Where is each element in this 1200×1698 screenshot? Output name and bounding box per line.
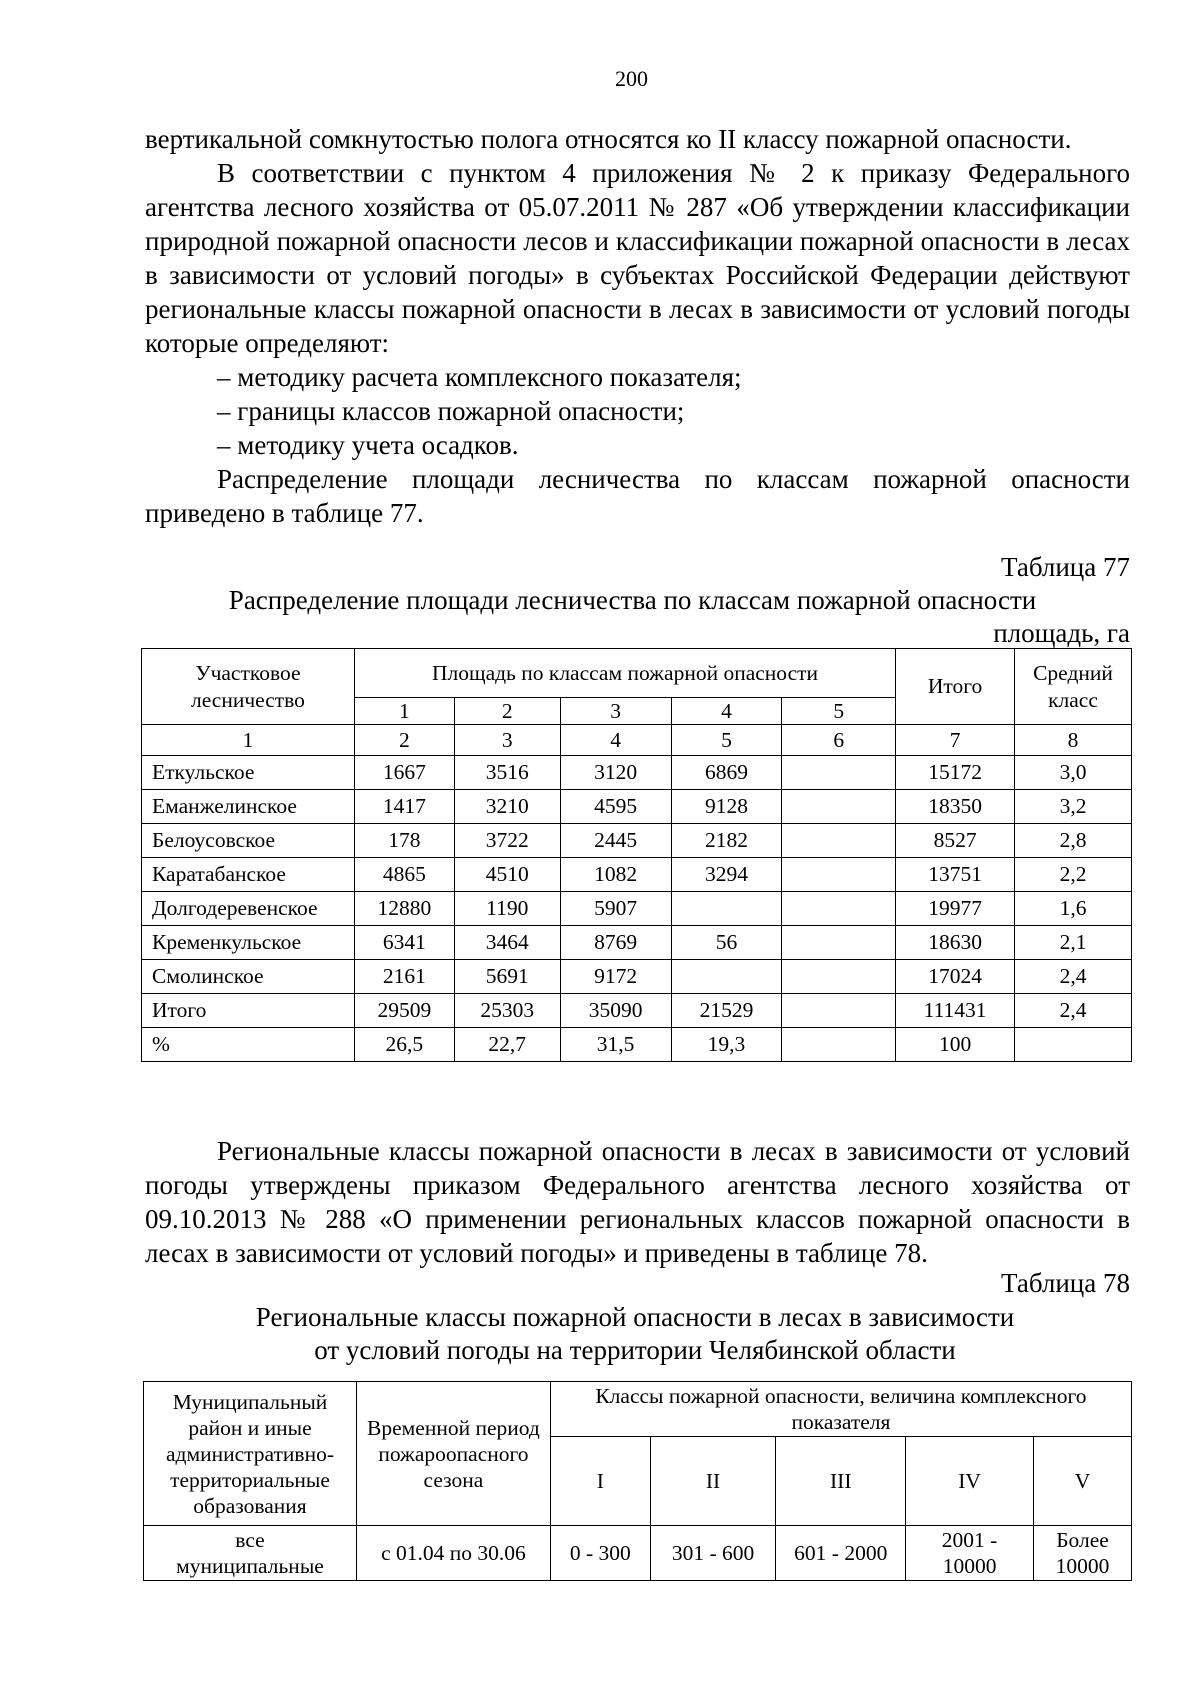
column-number: 8 — [1015, 725, 1132, 756]
cell-class-4: 2182 — [671, 824, 782, 858]
cell-class-5 — [782, 994, 896, 1028]
header-classes: Классы пожарной опасности, величина комплексного показателя — [550, 1382, 1131, 1437]
cell-avg-class: 1,6 — [1015, 892, 1132, 926]
cell-class-5 — [782, 824, 896, 858]
column-number: 1 — [142, 725, 355, 756]
class-name: V — [1034, 1437, 1132, 1526]
cell-total: 18350 — [896, 790, 1015, 824]
paragraph-2: В соответствии с пунктом 4 приложения № 2 к приказу Федерального агентства лесного хозяйства от 05.07.2011 № 287 «Об утверждении классификации природной пожарной опасности лесов и классификации пожарной опасности в лесах в зависимости от условий погоды» в субъектах Российской Федерации действуют региональные классы пожарной опасности в лесах в зависимости от условий погоды которые определяют: — [145, 158, 1130, 358]
cell-class-1: 1417 — [354, 790, 454, 824]
forestry-name: Еткульское — [142, 756, 355, 790]
cell-class-4: 21529 — [671, 994, 782, 1028]
cell-class-2: 3464 — [454, 926, 560, 960]
bullet-item: – методику учета осадков. — [217, 430, 519, 460]
cell-class-1: 1667 — [354, 756, 454, 790]
header-forestry: Участковое лесничество — [142, 649, 355, 725]
cell-class-2: 4510 — [454, 858, 560, 892]
cell-class-2: 22,7 — [454, 1028, 560, 1062]
forestry-name: Каратабанское — [142, 858, 355, 892]
cell-class-1: 12880 — [354, 892, 454, 926]
header-area-by-class: Площадь по классам пожарной опасности — [354, 649, 895, 698]
class-number: 2 — [454, 698, 560, 725]
cell-total: 15172 — [896, 756, 1015, 790]
column-number-row — [142, 725, 1132, 756]
table78-intro — [145, 1134, 1130, 1270]
cell-avg-class: 3,2 — [1015, 790, 1132, 824]
table78-title — [140, 1301, 1130, 1367]
table-row — [142, 926, 1132, 960]
cell-avg-class: 2,4 — [1015, 960, 1132, 994]
table-77 — [141, 648, 1132, 1062]
paragraph-3: Распределение площади лесничества по классам пожарной опасности приведено в таблице 77. — [145, 464, 1130, 528]
column-number: 4 — [560, 725, 671, 756]
class-number: 4 — [671, 698, 782, 725]
table-row — [142, 892, 1132, 926]
table-row-total — [142, 994, 1132, 1028]
cell-class-3: 35090 — [560, 994, 671, 1028]
cell-class-5 — [782, 858, 896, 892]
cell-class-4: 56 — [671, 926, 782, 960]
forestry-name: Еманжелинское — [142, 790, 355, 824]
forestry-name: % — [142, 1028, 355, 1062]
table-row — [142, 960, 1132, 994]
cell-avg-class — [1015, 1028, 1132, 1062]
forestry-name: Итого — [142, 994, 355, 1028]
header-total: Итого — [896, 649, 1015, 725]
cell-class-2: 25303 — [454, 994, 560, 1028]
cell-class-3: 3120 — [560, 756, 671, 790]
cell-class-5 — [782, 960, 896, 994]
paragraph-4: Региональные классы пожарной опасности в лесах в зависимости от условий погоды утверждены приказом Федерального агентства лесного хозяйства от 09.10.2013 № 288 «О применении региональных классов пожарной опасности в лесах в зависимости от условий погоды» и приведены в таблице 78. — [145, 1136, 1130, 1268]
cell-class-5 — [782, 1028, 896, 1062]
cell-total: 17024 — [896, 960, 1015, 994]
table78-title-line-1: Региональные классы пожарной опасности в лесах в зависимости — [255, 1302, 1015, 1332]
table-row — [142, 790, 1132, 824]
cell-avg-class: 2,8 — [1015, 824, 1132, 858]
cell-class-2: 3516 — [454, 756, 560, 790]
class-number: 5 — [782, 698, 896, 725]
cell-avg-class: 2,2 — [1015, 858, 1132, 892]
cell-class-5 — [782, 892, 896, 926]
table-row — [142, 756, 1132, 790]
bullet-item: – границы классов пожарной опасности; — [217, 396, 685, 426]
forestry-name: Белоусовское — [142, 824, 355, 858]
cell-class-4: 19,3 — [671, 1028, 782, 1062]
cell-total: 13751 — [896, 858, 1015, 892]
cell-class-3: 4595 — [560, 790, 671, 824]
cell-class-1: 0 - 300 — [550, 1526, 650, 1581]
column-number: 6 — [782, 725, 896, 756]
table77-label: Таблица 77 — [1001, 552, 1130, 582]
cell-class-3: 31,5 — [560, 1028, 671, 1062]
column-number: 2 — [354, 725, 454, 756]
table77-title: Распределение площади лесничества по классам пожарной опасности — [228, 585, 1037, 615]
cell-class-3: 2445 — [560, 824, 671, 858]
forestry-name: Смолинское — [142, 960, 355, 994]
cell-class-2: 3722 — [454, 824, 560, 858]
cell-class-3: 8769 — [560, 926, 671, 960]
cell-class-1: 6341 — [354, 926, 454, 960]
class-name: IV — [906, 1437, 1034, 1526]
cell-class-3: 601 - 2000 — [776, 1526, 906, 1581]
column-number: 3 — [454, 725, 560, 756]
cell-class-4: 2001 - 10000 — [906, 1526, 1034, 1581]
header-period: Временной период пожароопасного сезона — [356, 1382, 550, 1526]
cell-class-3: 9172 — [560, 960, 671, 994]
table-row — [142, 824, 1132, 858]
cell-class-2: 5691 — [454, 960, 560, 994]
cell-avg-class: 3,0 — [1015, 756, 1132, 790]
cell-avg-class: 2,4 — [1015, 994, 1132, 1028]
cell-period: с 01.04 по 30.06 — [356, 1526, 550, 1581]
table-78 — [143, 1381, 1132, 1581]
cell-class-2: 301 - 600 — [650, 1526, 776, 1581]
cell-total: 19977 — [896, 892, 1015, 926]
cell-class-3: 5907 — [560, 892, 671, 926]
cell-class-1: 4865 — [354, 858, 454, 892]
cell-class-1: 2161 — [354, 960, 454, 994]
cell-class-4 — [671, 960, 782, 994]
class-name: III — [776, 1437, 906, 1526]
bullet-item: – методику расчета комплексного показателя; — [217, 362, 742, 392]
class-name: II — [650, 1437, 776, 1526]
cell-total: 111431 — [896, 994, 1015, 1028]
cell-class-4: 6869 — [671, 756, 782, 790]
header-avg-class: Средний класс — [1015, 649, 1132, 725]
cell-class-1: 178 — [354, 824, 454, 858]
forestry-name: Долгодеревенское — [142, 892, 355, 926]
cell-class-3: 1082 — [560, 858, 671, 892]
cell-class-4: 9128 — [671, 790, 782, 824]
cell-total: 100 — [896, 1028, 1015, 1062]
cell-class-5 — [782, 756, 896, 790]
page-number: 200 — [615, 66, 648, 91]
table78-label: Таблица 78 — [1001, 1268, 1130, 1298]
class-name: I — [550, 1437, 650, 1526]
cell-class-5: Более 10000 — [1034, 1526, 1132, 1581]
cell-total: 18630 — [896, 926, 1015, 960]
header-municipality: Муниципальный район и иные административно-территориальные образования — [144, 1382, 357, 1526]
cell-class-1: 29509 — [354, 994, 454, 1028]
cell-class-5 — [782, 926, 896, 960]
cell-class-2: 3210 — [454, 790, 560, 824]
cell-avg-class: 2,1 — [1015, 926, 1132, 960]
cell-class-2: 1190 — [454, 892, 560, 926]
cell-class-4 — [671, 892, 782, 926]
table78-title-line-2: от условий погоды на территории Челябинской области — [314, 1335, 956, 1365]
table-row — [144, 1526, 1132, 1581]
class-number: 1 — [354, 698, 454, 725]
cell-class-4: 3294 — [671, 858, 782, 892]
cell-class-1: 26,5 — [354, 1028, 454, 1062]
column-number: 5 — [671, 725, 782, 756]
cell-class-5 — [782, 790, 896, 824]
paragraph-1: вертикальной сомкнутостью полога относятся ко II классу пожарной опасности. — [145, 124, 1072, 154]
cell-total: 8527 — [896, 824, 1015, 858]
class-number: 3 — [560, 698, 671, 725]
forestry-name: Кременкульское — [142, 926, 355, 960]
cell-municipality: все муниципальные — [144, 1526, 357, 1581]
intro-text — [145, 122, 1130, 530]
column-number: 7 — [896, 725, 1015, 756]
table-row-percent — [142, 1028, 1132, 1062]
table-row — [142, 858, 1132, 892]
table77-unit: площадь, га — [993, 618, 1130, 648]
